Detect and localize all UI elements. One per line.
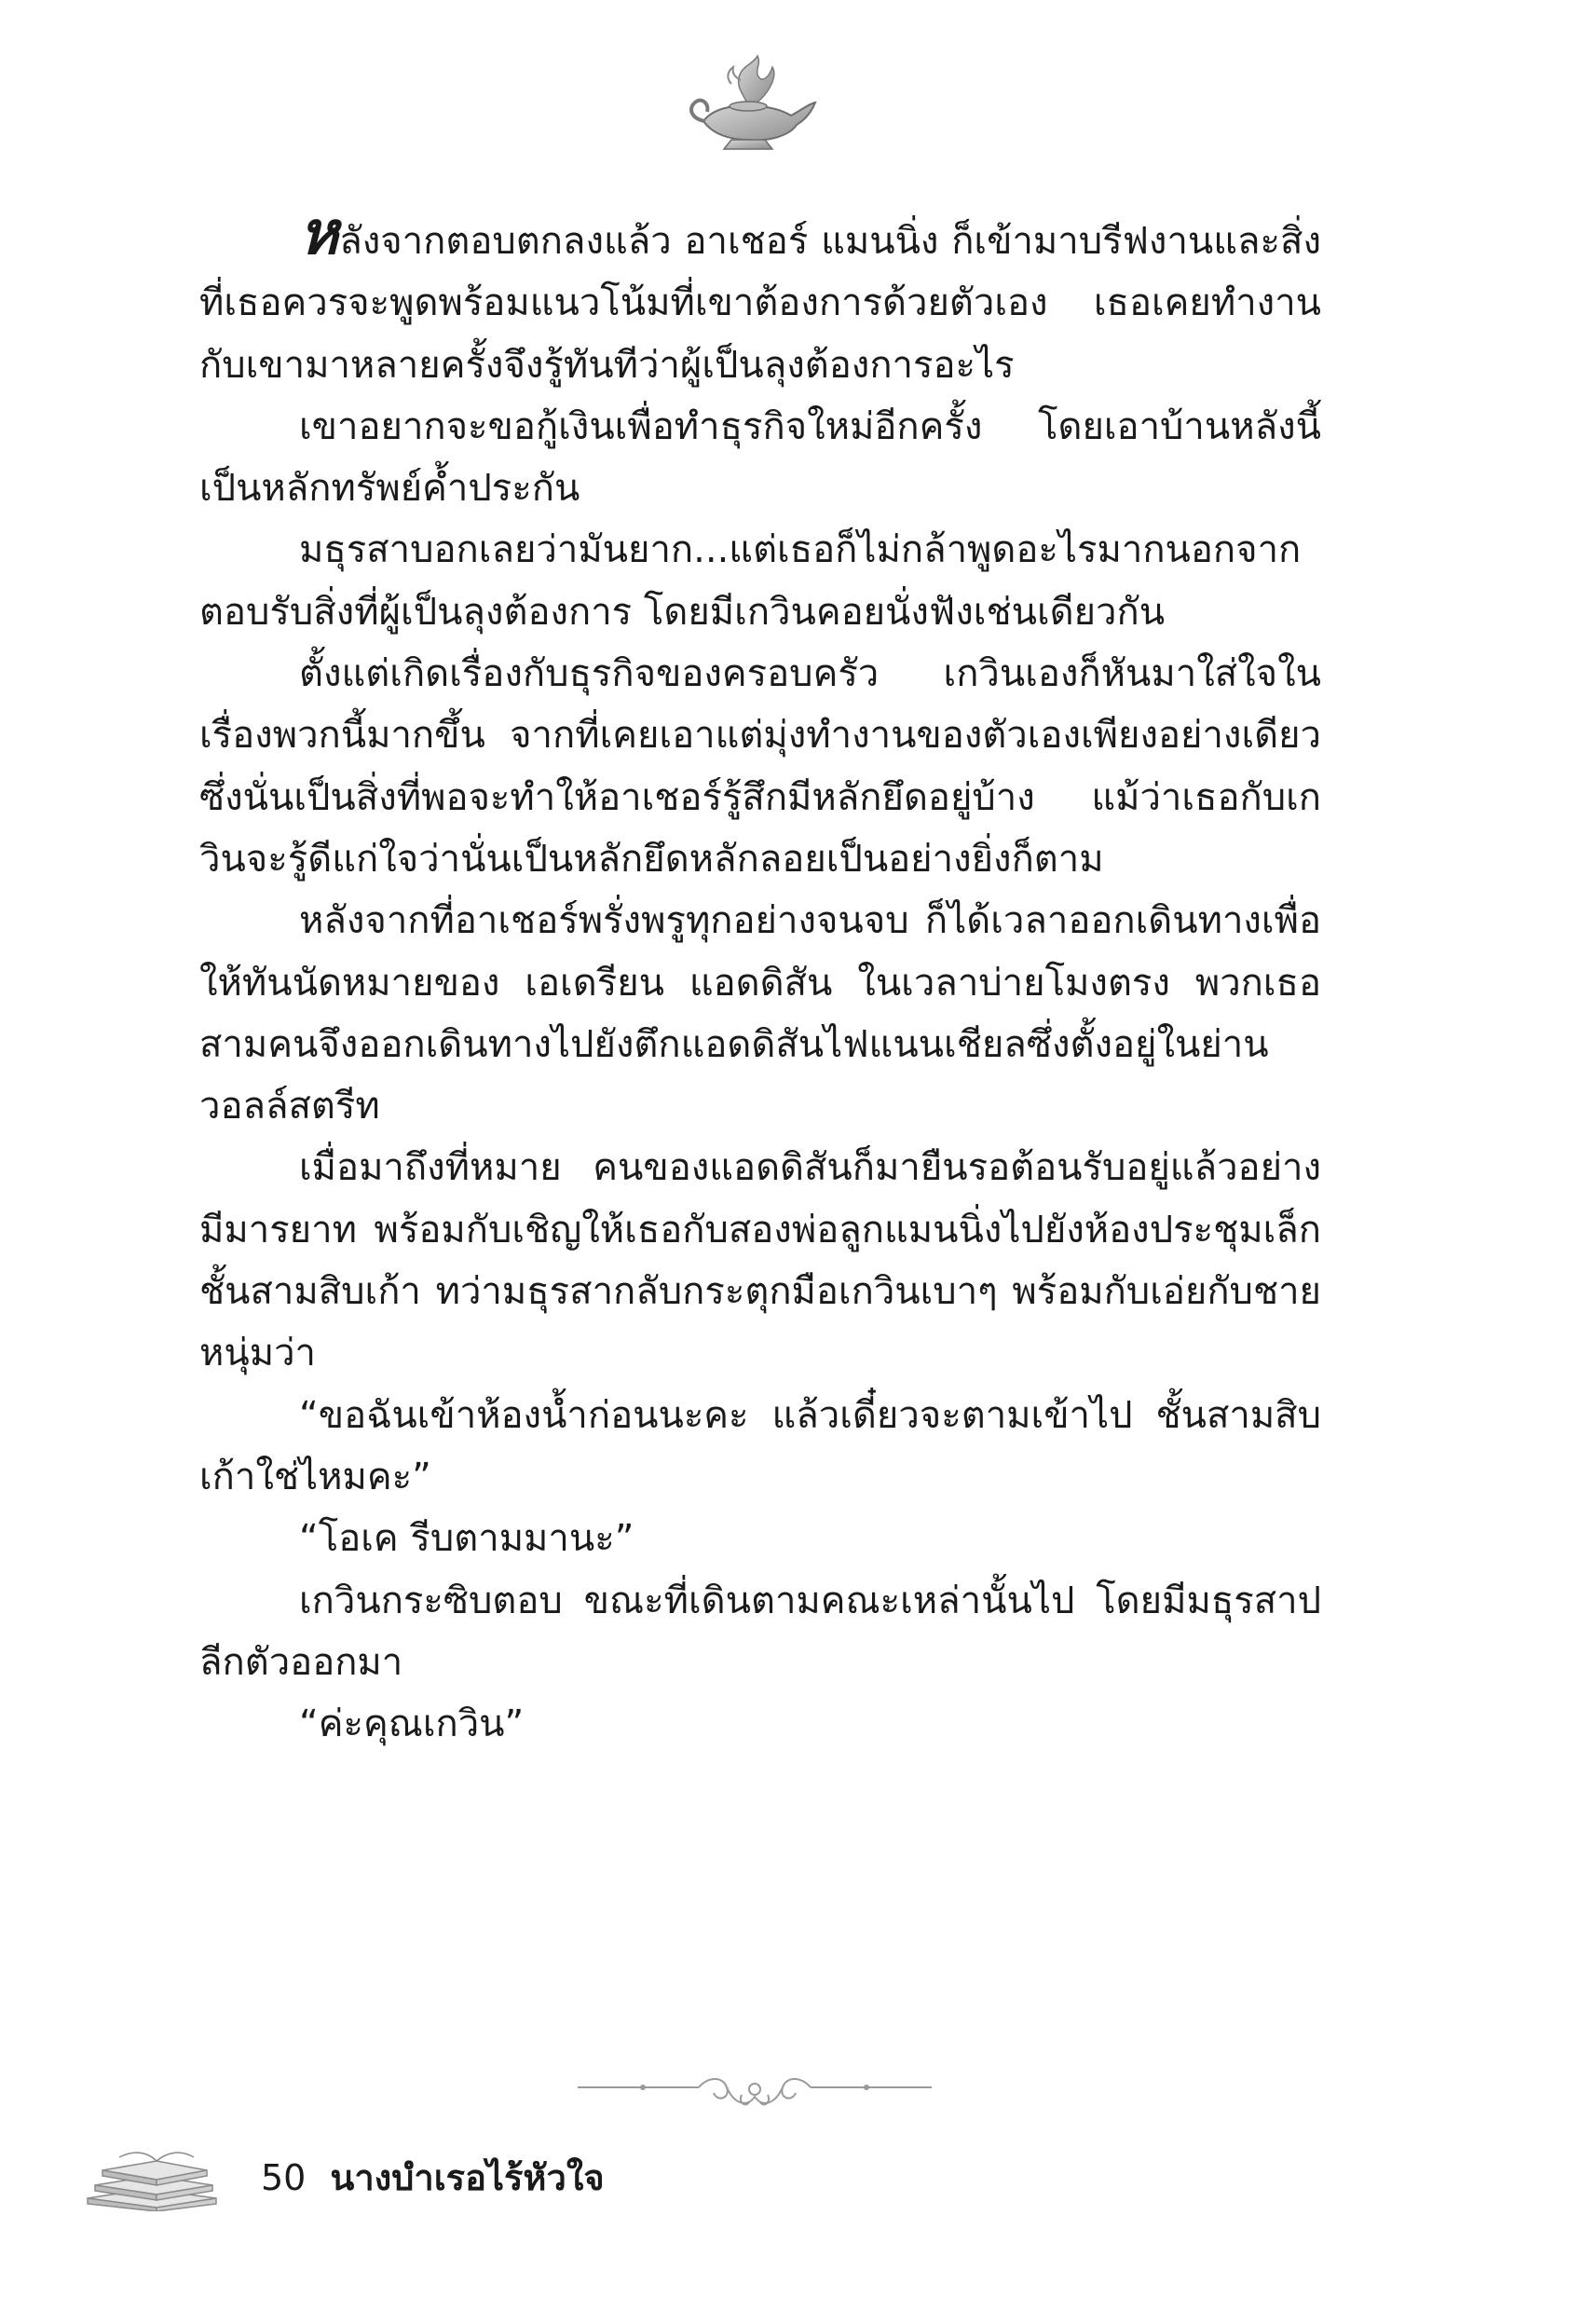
ornamental-divider-icon <box>578 2071 932 2117</box>
book-stack-icon <box>82 2148 222 2211</box>
paragraph: มธุรสาบอกเลยว่ามันยาก...แต่เธอก็ไม่กล้าพูดอะไรมากนอกจากตอบรับสิ่งที่ผู้เป็นลุงต้องการ โดยมีเกวินคอยนั่งฟังเช่นเดียวกัน <box>199 528 1302 634</box>
book-title: นางบำเรอไร้หัวใจ <box>330 2157 605 2198</box>
chapter-body <box>199 198 1321 1755</box>
paragraph: หลังจากที่อาเชอร์พรั่งพรูทุกอย่างจนจบ ก็ได้เวลาออกเดินทางเพื่อให้ทันนัดหมายของ เอเดรียน แอดดิสัน ในเวลาบ่ายโมงตรง พวกเธอสามคนจึงออกเดินทางไปยังตึกแอดดิสันไฟแนนเชียลซึ่งตั้งอยู่ในย่านวอลล์สตรีท <box>199 899 1321 1128</box>
paragraph <box>199 198 1321 396</box>
paragraph: เขาอยากจะขอกู้เงินเพื่อทำธุรกิจใหม่อีกครั้ง โดยเอาบ้านหลังนี้เป็นหลักทรัพย์ค้ำประกัน <box>199 404 1321 511</box>
paragraph: “ค่ะคุณเกวิน” <box>299 1702 525 1746</box>
drop-cap: ห <box>299 198 340 268</box>
paragraph-text: ลังจากตอบตกลงแล้ว อาเชอร์ แมนนิ่ง ก็เข้ามาบรีฟงานและสิ่งที่เธอควรจะพูดพร้อมแนวโน้มที่เขาต้องการด้วยตัวเอง เธอเคยทำงานกับเขามาหลายครั้งจึงรู้ทันทีว่าผู้เป็นลุงต้องการอะไร <box>199 220 1321 387</box>
page-footer <box>261 2154 605 2201</box>
paragraph: ตั้งแต่เกิดเรื่องกับธุรกิจของครอบครัว เกวินเองก็หันมาใส่ใจในเรื่องพวกนี้มากขึ้น จากที่เคยเอาแต่มุ่งทำงานของตัวเองเพียงอย่างเดียว ซึ่งนั่นเป็นสิ่งที่พอจะทำให้อาเชอร์รู้สึกมีหลักยึดอยู่บ้าง แม้ว่าเธอกับเกวินจะรู้ดีแก่ใจว่านั่นเป็นหลักยึดหลักลอยเป็นอย่างยิ่งก็ตาม <box>199 652 1321 881</box>
paragraph: “ขอฉันเข้าห้องน้ำก่อนนะคะ แล้วเดี๋ยวจะตามเข้าไป ชั้นสามสิบเก้าใช่ไหมคะ” <box>199 1393 1321 1498</box>
page-number: 50 <box>261 2157 307 2198</box>
paragraph: เกวินกระซิบตอบ ขณะที่เดินตามคณะเหล่านั้นไป โดยมีมธุรสาปลีกตัวออกมา <box>199 1579 1321 1684</box>
genie-lamp-icon <box>675 47 825 158</box>
paragraph: “โอเค รีบตามมานะ” <box>299 1517 634 1561</box>
paragraph: เมื่อมาถึงที่หมาย คนของแอดดิสันก็มายืนรอต้อนรับอยู่แล้วอย่างมีมารยาท พร้อมกับเชิญให้เธอกับสองพ่อลูกแมนนิ่งไปยังห้องประชุมเล็กชั้นสามสิบเก้า ทว่ามธุรสากลับกระตุกมือเกวินเบาๆ พร้อมกับเอ่ยกับชายหนุ่มว่า <box>199 1146 1321 1375</box>
